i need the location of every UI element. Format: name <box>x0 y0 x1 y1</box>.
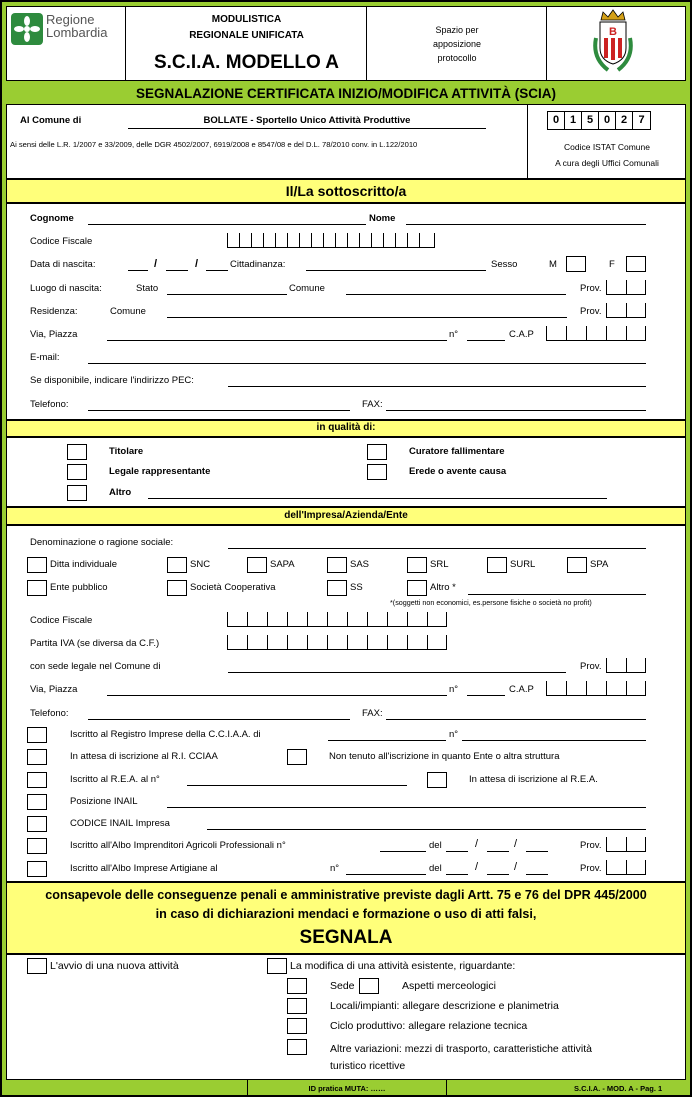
piva-label: Partita IVA (se diversa da C.F.) <box>30 638 160 649</box>
footer-id: ID pratica MUTA: …… <box>308 1084 386 1093</box>
cognome-label: Cognome <box>30 213 74 224</box>
cittadinanza-label: Cittadinanza: <box>230 259 286 270</box>
comune-nascita-label: Comune <box>289 283 325 294</box>
regionale-label: REGIONALE UNIFICATA <box>189 30 304 41</box>
qualita-heading: in qualità di: <box>316 422 376 433</box>
avvio-checkbox[interactable] <box>27 958 47 974</box>
altro-qualita-field[interactable] <box>148 498 607 499</box>
erede-checkbox[interactable] <box>367 464 387 480</box>
impresa-cf-label: Codice Fiscale <box>30 615 93 626</box>
region-logo-icon <box>11 13 43 45</box>
logo-line1: Regione <box>46 12 95 27</box>
year-field[interactable] <box>206 270 228 271</box>
sas-checkbox[interactable] <box>327 557 347 573</box>
ente-label: Ente pubblico <box>50 582 108 593</box>
non-tenuto-checkbox[interactable] <box>287 749 307 765</box>
aspetti-label: Aspetti merceologici <box>402 980 496 992</box>
coop-checkbox[interactable] <box>167 580 187 596</box>
m-label: M <box>549 259 557 270</box>
impresa-via-label: Via, Piazza <box>30 684 78 695</box>
locali-checkbox[interactable] <box>287 998 307 1014</box>
istat-digit: 5 <box>582 112 599 129</box>
albo-agr-month[interactable] <box>487 851 509 852</box>
title-area <box>126 6 367 81</box>
surl-label: SURL <box>510 559 536 570</box>
via-field[interactable] <box>107 340 447 341</box>
altro-impresa-label: Altro * <box>430 582 456 593</box>
codice-inail-checkbox[interactable] <box>27 816 47 832</box>
albo-art-year[interactable] <box>526 874 548 875</box>
nome-label: Nome <box>369 213 396 224</box>
registro-checkbox[interactable] <box>27 727 47 743</box>
sede-label: con sede legale nel Comune di <box>30 661 161 672</box>
sensi-text: Ai sensi delle L.R. 1/2007 e 33/2009, delle DGR 4502/2007, 6919/2008 e 8547/08 e del D.L. 78/2010 conv. in L.122/2010 <box>10 140 418 149</box>
albo-agr-checkbox[interactable] <box>27 838 47 854</box>
consapevole-line2: in caso di dichiarazioni mendaci e formazione o uso di atti falsi, <box>155 907 537 921</box>
impresa-cf-cells[interactable] <box>227 612 447 627</box>
albo-agr-label: Iscritto all'Albo Imprenditori Agricoli Professionali n° <box>70 840 286 851</box>
slash: / <box>154 258 158 270</box>
logo-line2: Lombardia <box>46 25 108 40</box>
istat-digit: 1 <box>565 112 582 129</box>
albo-art-month[interactable] <box>487 874 509 875</box>
impresa-fax-label: FAX: <box>362 708 383 719</box>
altre-label-1: Altre variazioni: mezzi di trasporto, caratteristiche attività <box>330 1043 593 1055</box>
prov-label: Prov. <box>580 661 602 672</box>
svg-text:B: B <box>609 26 617 38</box>
legale-checkbox[interactable] <box>67 464 87 480</box>
attesa-ri-checkbox[interactable] <box>27 749 47 765</box>
sede-prov-cells[interactable] <box>606 658 646 673</box>
impresa-telefono-field[interactable] <box>88 719 350 720</box>
comune-label: Al Comune di <box>20 115 82 126</box>
comune-line <box>128 128 486 129</box>
albo-art-day[interactable] <box>446 874 468 875</box>
del-label: del <box>429 840 442 851</box>
erede-label: Erede o avente causa <box>409 466 507 477</box>
comune-crest-icon <box>588 8 638 78</box>
cap-label: C.A.P <box>509 329 534 340</box>
titolare-checkbox[interactable] <box>67 444 87 460</box>
coop-label: Società Cooperativa <box>190 582 276 593</box>
qualita-block <box>6 437 686 507</box>
sapa-label: SAPA <box>270 559 295 570</box>
ss-checkbox[interactable] <box>327 580 347 596</box>
slash: / <box>475 838 479 850</box>
f-label: F <box>609 259 615 270</box>
ditta-label: Ditta individuale <box>50 559 118 570</box>
day-field[interactable] <box>128 270 148 271</box>
ciclo-label: Ciclo produttivo: allegare relazione tecnica <box>330 1020 528 1032</box>
logo-area <box>6 6 126 81</box>
albo-agr-prov-cells[interactable] <box>606 837 646 852</box>
res-comune-field[interactable] <box>167 317 567 318</box>
aspetti-checkbox[interactable] <box>359 978 379 994</box>
form-title: S.C.I.A. MODELLO A <box>153 52 340 73</box>
albo-art-field[interactable] <box>346 874 426 875</box>
avvio-label: L'avvio di una nuova attività <box>50 960 179 972</box>
legale-label: Legale rappresentante <box>109 466 211 477</box>
nome-field[interactable] <box>406 224 646 225</box>
denominazione-label: Denominazione o ragione sociale: <box>30 537 174 548</box>
n-label: n° <box>449 329 459 340</box>
comune-nascita-field[interactable] <box>346 294 566 295</box>
ciclo-checkbox[interactable] <box>287 1018 307 1034</box>
rea-checkbox[interactable] <box>27 772 47 788</box>
istat-digit: 7 <box>638 114 645 126</box>
altro-impresa-checkbox[interactable] <box>407 580 427 596</box>
denominazione-field[interactable] <box>228 548 646 549</box>
impresa-telefono-label: Telefono: <box>30 708 69 719</box>
codice-inail-label: CODICE INAIL Impresa <box>70 818 170 829</box>
altre-label-2: turistico ricettive <box>330 1060 406 1072</box>
luogo-label: Luogo di nascita: <box>30 283 102 294</box>
rea-label: Iscritto al R.E.A. al n° <box>70 774 160 785</box>
attesa-ri-label: In attesa di iscrizione al R.I. CCIAA <box>70 751 218 762</box>
via-label: Via, Piazza <box>30 329 78 340</box>
non-tenuto-label: Non tenuto all'iscrizione in quanto Ente o altra struttura <box>329 751 560 762</box>
albo-art-prov-cells[interactable] <box>606 860 646 875</box>
inail-label: Posizione INAIL <box>70 796 138 807</box>
ss-label: SS <box>350 582 363 593</box>
prov-cells[interactable] <box>606 280 646 295</box>
sex-f-checkbox[interactable] <box>626 256 646 272</box>
del-label: del <box>429 863 442 874</box>
prov-label: Prov. <box>580 283 602 294</box>
istat-digit: 0 <box>599 112 616 129</box>
slash: / <box>475 861 479 873</box>
spa-checkbox[interactable] <box>567 557 587 573</box>
curatore-checkbox[interactable] <box>367 444 387 460</box>
modifica-label: La modifica di una attività esistente, riguardante: <box>290 960 516 972</box>
curatore-label: Curatore fallimentare <box>409 446 505 457</box>
cap-label: C.A.P <box>509 684 534 695</box>
altre-checkbox[interactable] <box>287 1039 307 1055</box>
codice-inail-field[interactable] <box>207 829 646 830</box>
n-label: n° <box>449 684 459 695</box>
albo-agr-day[interactable] <box>446 851 468 852</box>
sede-field[interactable] <box>228 672 566 673</box>
albo-agr-field[interactable] <box>380 851 426 852</box>
registro-field[interactable] <box>328 740 446 741</box>
protocollo-area[interactable] <box>367 6 547 81</box>
spazio-line2: apposizione <box>432 39 482 49</box>
comune-value[interactable]: BOLLATE - Sportello Unico Attività Produttive <box>203 115 411 126</box>
impresa-fax-field[interactable] <box>386 719 646 720</box>
attesa-rea-label: In attesa di iscrizione al R.E.A. <box>469 774 598 785</box>
slash: / <box>514 838 518 850</box>
altro-qualita-label: Altro <box>109 487 132 498</box>
cap-cells[interactable] <box>546 326 646 341</box>
albo-agr-year[interactable] <box>526 851 548 852</box>
cf-cells[interactable] <box>227 233 435 248</box>
impresa-via-field[interactable] <box>107 695 447 696</box>
istat-code <box>547 111 651 130</box>
res-prov-cells[interactable] <box>606 303 646 318</box>
srl-label: SRL <box>430 559 449 570</box>
albo-art-checkbox[interactable] <box>27 861 47 877</box>
telefono-label: Telefono: <box>30 399 69 410</box>
snc-checkbox[interactable] <box>167 557 187 573</box>
civico-field[interactable] <box>467 340 505 341</box>
impresa-civico-field[interactable] <box>467 695 505 696</box>
istat-digit: 0 <box>548 112 565 129</box>
spa-label: SPA <box>590 559 609 570</box>
email-field[interactable] <box>88 363 646 364</box>
istat-sub: A cura degli Uffici Comunali <box>555 158 659 168</box>
spazio-line1: Spazio per <box>435 25 479 35</box>
sottoscritto-heading: Il/La sottoscritto/a <box>285 183 407 199</box>
locali-label: Locali/impianti: allegare descrizione e planimetria <box>330 1000 559 1012</box>
inail-checkbox[interactable] <box>27 794 47 810</box>
n-label: n° <box>330 863 340 874</box>
piva-cells[interactable] <box>227 635 447 650</box>
cittadinanza-field[interactable] <box>306 270 486 271</box>
registro-n-field[interactable] <box>462 740 646 741</box>
sede-mod-label: Sede <box>330 980 355 992</box>
scia-banner: SEGNALAZIONE CERTIFICATA INIZIO/MODIFICA ATTIVITÀ (SCIA) <box>136 86 556 101</box>
sex-m-checkbox[interactable] <box>566 256 586 272</box>
stato-field[interactable] <box>167 294 287 295</box>
ente-checkbox[interactable] <box>27 580 47 596</box>
cognome-field[interactable] <box>88 224 366 225</box>
residenza-label: Residenza: <box>30 306 78 317</box>
pec-field[interactable] <box>228 386 646 387</box>
srl-checkbox[interactable] <box>407 557 427 573</box>
impresa-cap-cells[interactable] <box>546 681 646 696</box>
albo-art-label: Iscritto all'Albo Imprese Artigiane al <box>70 863 218 874</box>
inail-field[interactable] <box>167 807 646 808</box>
modifica-checkbox[interactable] <box>267 958 287 974</box>
consapevole-line1: consapevole delle conseguenze penali e amministrative previste dagli Artt. 75 e 76 del DPR 445/2000 <box>45 888 647 902</box>
istat-label: Codice ISTAT Comune <box>564 142 650 152</box>
nascita-label: Data di nascita: <box>30 259 96 270</box>
altro-qualita-checkbox[interactable] <box>67 485 87 501</box>
titolare-label: Titolare <box>109 446 144 457</box>
sesso-label: Sesso <box>491 259 518 270</box>
email-label: E-mail: <box>30 352 60 363</box>
nota-text: *(soggetti non economici, es.persone fisiche o società no profit) <box>390 598 592 607</box>
res-comune-label: Comune <box>110 306 146 317</box>
prov-label: Prov. <box>580 306 602 317</box>
altro-impresa-field[interactable] <box>468 594 646 595</box>
sede-checkbox[interactable] <box>287 978 307 994</box>
telefono-field[interactable] <box>88 410 350 411</box>
sapa-checkbox[interactable] <box>247 557 267 573</box>
sas-label: SAS <box>350 559 370 570</box>
impresa-heading: dell'Impresa/Azienda/Ente <box>284 510 408 521</box>
registro-label: Iscritto al Registro Imprese della C.C.I.A.A. di <box>70 729 261 740</box>
spazio-line3: protocollo <box>437 53 477 63</box>
footer-page: S.C.I.A. - MOD. A - Pag. 1 <box>574 1084 663 1093</box>
fax-label: FAX: <box>362 399 383 410</box>
prov-label: Prov. <box>580 863 602 874</box>
prov-label: Prov. <box>580 840 602 851</box>
stato-label: Stato <box>136 283 159 294</box>
surl-checkbox[interactable] <box>487 557 507 573</box>
ditta-checkbox[interactable] <box>27 557 47 573</box>
rea-field[interactable] <box>187 785 407 786</box>
cf-label: Codice Fiscale <box>30 236 93 247</box>
istat-digit: 2 <box>616 112 633 129</box>
snc-label: SNC <box>190 559 211 570</box>
attesa-rea-checkbox[interactable] <box>427 772 447 788</box>
fax-field[interactable] <box>386 410 646 411</box>
slash: / <box>514 861 518 873</box>
segnala-title: SEGNALA <box>299 927 393 948</box>
n-label: n° <box>449 729 459 740</box>
modulistica-label: MODULISTICA <box>211 14 282 25</box>
month-field[interactable] <box>166 270 188 271</box>
pec-label: Se disponibile, indicare l'indirizzo PEC: <box>30 375 194 386</box>
slash: / <box>195 258 199 270</box>
